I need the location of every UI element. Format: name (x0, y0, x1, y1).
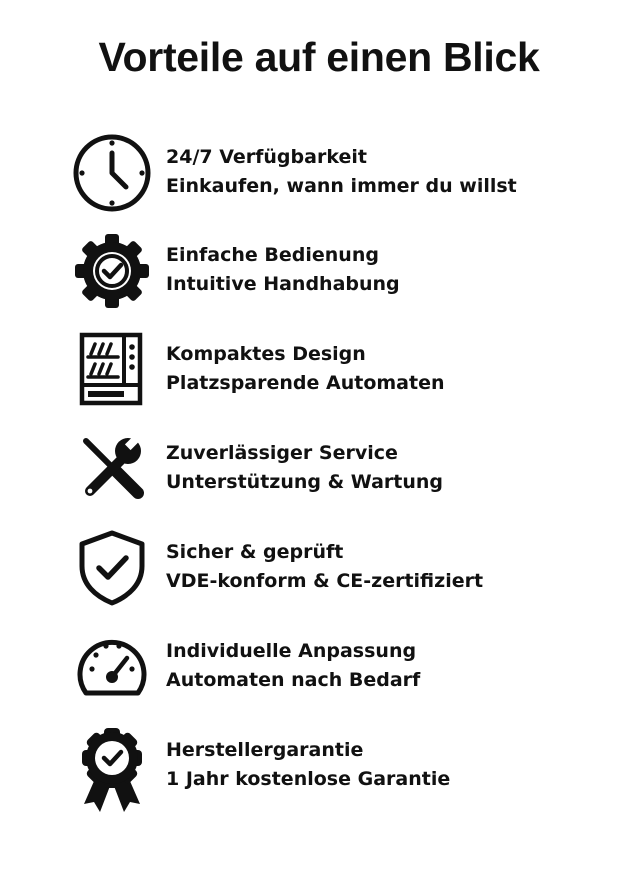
benefit-subtitle: Platzsparende Automaten (166, 372, 445, 394)
clock-icon (72, 133, 152, 213)
benefit-subtitle: Automaten nach Bedarf (166, 669, 421, 691)
gear-check-icon (72, 231, 152, 311)
benefit-item-availability (0, 133, 638, 223)
wrench-screwdriver-icon (72, 429, 152, 509)
benefit-title: Kompaktes Design (166, 343, 366, 365)
benefit-title: 24/7 Verfügbarkeit (166, 146, 367, 168)
benefit-title: Zuverlässiger Service (166, 442, 398, 464)
benefit-item-usability (0, 231, 638, 321)
vending-machine-icon (72, 330, 152, 410)
benefit-item-safety (0, 528, 638, 618)
award-badge-icon (72, 726, 152, 816)
benefit-title: Individuelle Anpassung (166, 640, 417, 662)
benefit-subtitle: Unterstützung & Wartung (166, 471, 444, 493)
benefit-title: Einfache Bedienung (166, 244, 379, 266)
benefit-subtitle: VDE-konform & CE-zertifiziert (166, 570, 484, 592)
benefit-subtitle: 1 Jahr kostenlose Garantie (166, 768, 451, 790)
gauge-icon (72, 627, 152, 707)
benefit-item-service (0, 429, 638, 519)
benefit-subtitle: Intuitive Handhabung (166, 273, 400, 295)
benefit-title: Sicher & geprüft (166, 541, 344, 563)
benefit-subtitle: Einkaufen, wann immer du willst (166, 175, 517, 197)
benefit-item-design (0, 330, 638, 420)
benefit-item-warranty (0, 726, 638, 816)
page-title: Vorteile auf einen Blick (98, 34, 540, 80)
shield-check-icon (72, 528, 152, 608)
benefit-item-customization (0, 627, 638, 717)
benefit-title: Herstellergarantie (166, 739, 364, 761)
